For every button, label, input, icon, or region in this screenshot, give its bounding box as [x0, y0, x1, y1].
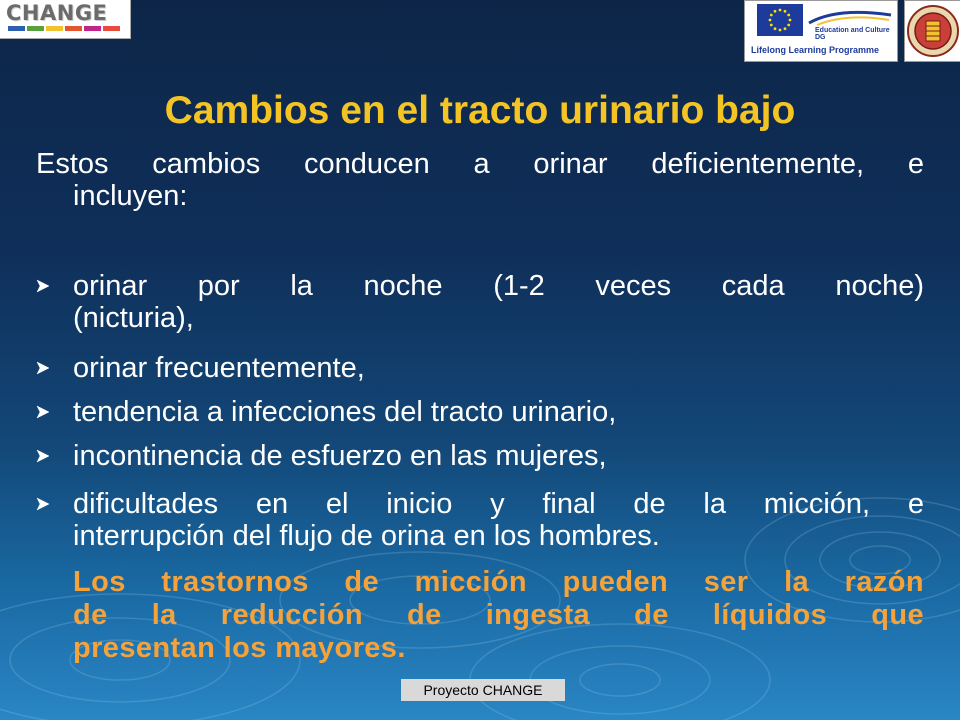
arrow-bullet-icon	[36, 497, 50, 511]
eu-programme-label: Lifelong Learning Programme	[751, 45, 880, 55]
slide-title: Cambios en el tracto urinario bajo	[164, 89, 796, 132]
university-seal-logo	[904, 0, 960, 62]
eu-lifelong-learning-logo	[744, 0, 898, 62]
arrow-bullet-icon	[36, 405, 50, 419]
list-item-text: incontinencia de esfuerzo en las mujeres,	[73, 440, 607, 472]
emphasis-line: de la reducción de ingesta de líquidos que	[73, 599, 924, 631]
list-item-text: dificultades en el inicio y final de la micción, e	[73, 488, 924, 520]
change-logo-color-bar	[8, 26, 120, 31]
change-project-logo	[0, 0, 131, 39]
intro-line: Estos cambios conducen a orinar deficientemente, e	[36, 148, 924, 180]
list-item-text: (nicturia),	[73, 302, 194, 334]
eu-caption: Education and Culture DG	[815, 27, 890, 41]
arrow-bullet-icon	[36, 279, 50, 293]
emphasis-paragraph	[73, 566, 924, 665]
eu-flag-icon	[757, 4, 803, 36]
education-culture-swoosh-icon	[807, 5, 893, 27]
intro-paragraph	[36, 148, 924, 212]
list-item-text: tendencia a infecciones del tracto urinario,	[73, 396, 617, 428]
list-item-text: orinar por la noche (1-2 veces cada noche)	[73, 270, 924, 302]
footer-label: Proyecto CHANGE	[401, 679, 565, 701]
emphasis-line: presentan los mayores.	[73, 632, 406, 664]
change-logo-wordmark: CHANGE	[6, 1, 108, 25]
list-item-text: interrupción del flujo de orina en los hombres.	[73, 520, 660, 552]
arrow-bullet-icon	[36, 449, 50, 463]
emphasis-line: Los trastornos de micción pueden ser la razón	[73, 566, 924, 598]
arrow-bullet-icon	[36, 361, 50, 375]
list-item-text: orinar frecuentemente,	[73, 352, 365, 384]
intro-line: incluyen:	[73, 180, 188, 212]
